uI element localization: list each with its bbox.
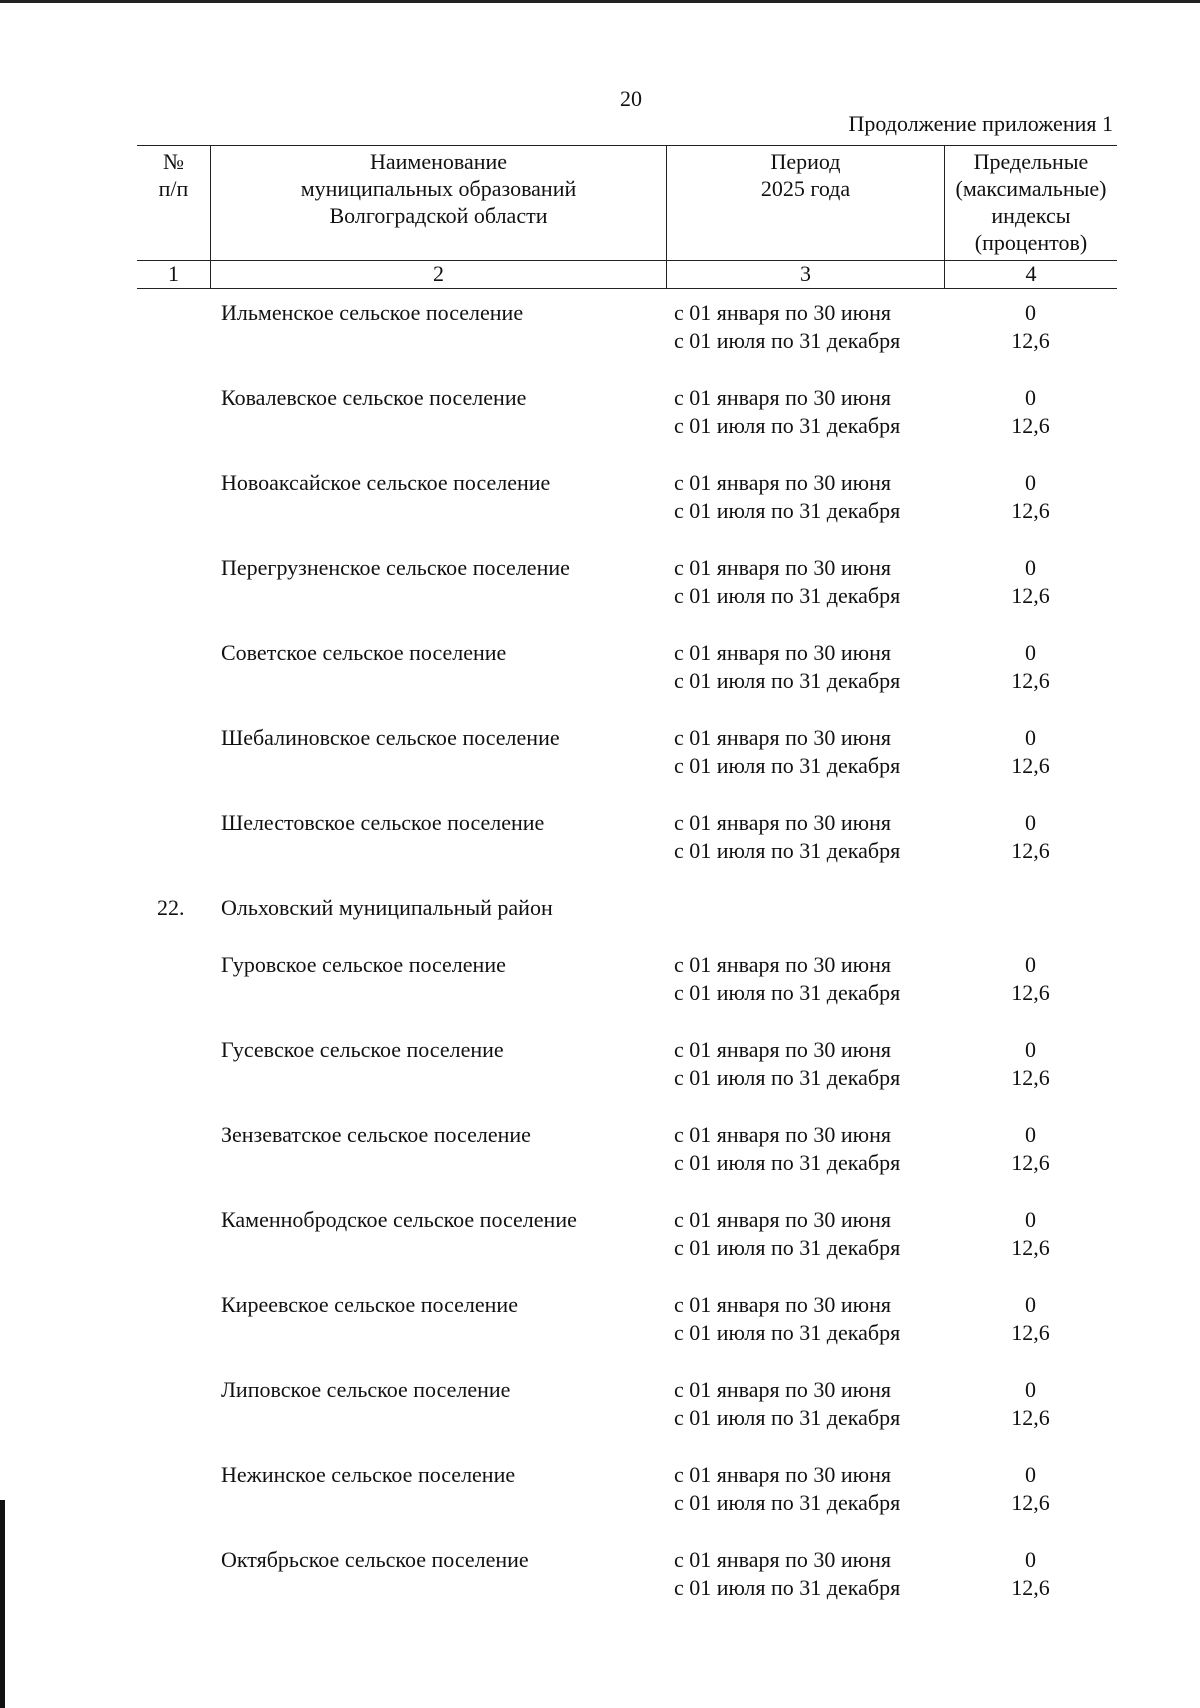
index-first-half: 0: [1025, 1122, 1036, 1147]
index-second-half: 12,6: [1011, 1405, 1050, 1430]
period-first-half: с 01 января по 30 июня: [674, 1377, 892, 1402]
period-second-half: с 01 июля по 31 декабря: [674, 413, 901, 438]
index-first-half: 0: [1025, 1037, 1036, 1062]
table-row: [137, 1292, 1117, 1377]
table-row: [137, 385, 1117, 470]
period-second-half: с 01 июля по 31 декабря: [674, 1065, 901, 1090]
settlement-list-1: [137, 300, 1117, 895]
index-first-half: 0: [1025, 470, 1036, 495]
header-num-4: 4: [944, 261, 1117, 288]
settlement-list-2: [137, 952, 1117, 1632]
table-row: [137, 810, 1117, 895]
scan-border-top: [0, 0, 1200, 3]
settlement-name: Ильменское сельское поселение: [221, 300, 524, 325]
period-first-half: с 01 января по 30 июня: [674, 1037, 892, 1062]
period-first-half: с 01 января по 30 июня: [674, 1122, 892, 1147]
period-first-half: с 01 января по 30 июня: [674, 1292, 892, 1317]
settlement-name: Новоаксайское сельское поселение: [221, 470, 551, 495]
period-first-half: с 01 января по 30 июня: [674, 640, 892, 665]
index-first-half: 0: [1025, 725, 1036, 750]
index-first-half: 0: [1025, 810, 1036, 835]
period-first-half: с 01 января по 30 июня: [674, 952, 892, 977]
index-second-half: 12,6: [1011, 1490, 1050, 1515]
table-header-titles: [137, 146, 1117, 260]
index-first-half: 0: [1025, 555, 1036, 580]
index-first-half: 0: [1025, 640, 1036, 665]
index-second-half: 12,6: [1011, 1065, 1050, 1090]
page-number: 20: [620, 86, 642, 111]
settlement-name: Шелестовское сельское поселение: [221, 810, 545, 835]
index-second-half: 12,6: [1011, 413, 1050, 438]
index-second-half: 12,6: [1011, 1575, 1050, 1600]
table-row: [137, 555, 1117, 640]
index-second-half: 12,6: [1011, 328, 1050, 353]
index-second-half: 12,6: [1011, 498, 1050, 523]
period-second-half: с 01 июля по 31 декабря: [674, 668, 901, 693]
index-first-half: 0: [1025, 300, 1036, 325]
period-first-half: с 01 января по 30 июня: [674, 1462, 892, 1487]
period-second-half: с 01 июля по 31 декабря: [674, 753, 901, 778]
index-second-half: 12,6: [1011, 1235, 1050, 1260]
settlement-name: Гусевское сельское поселение: [221, 1037, 504, 1062]
period-first-half: с 01 января по 30 июня: [674, 555, 892, 580]
period-second-half: с 01 июля по 31 декабря: [674, 980, 901, 1005]
table-row: [137, 1037, 1117, 1122]
index-first-half: 0: [1025, 1292, 1036, 1317]
header-num-2: 2: [210, 261, 666, 288]
index-first-half: 0: [1025, 1207, 1036, 1232]
index-first-half: 0: [1025, 1547, 1036, 1572]
period-second-half: с 01 июля по 31 декабря: [674, 1320, 901, 1345]
header-num-3: 3: [666, 261, 944, 288]
header-name-column: Наименование муниципальных образований Волгоградской области: [210, 146, 666, 260]
index-second-half: 12,6: [1011, 1320, 1050, 1345]
period-second-half: с 01 июля по 31 декабря: [674, 328, 901, 353]
period-second-half: с 01 июля по 31 декабря: [674, 498, 901, 523]
index-first-half: 0: [1025, 385, 1036, 410]
settlement-name: Ковалевское сельское поселение: [221, 385, 527, 410]
table-row: [137, 725, 1117, 810]
period-second-half: с 01 июля по 31 декабря: [674, 1235, 901, 1260]
continuation-label: Продолжение приложения 1: [848, 111, 1113, 136]
period-second-half: с 01 июля по 31 декабря: [674, 838, 901, 863]
table-row: [137, 1122, 1117, 1207]
settlement-name: Каменнобродское сельское поселение: [221, 1207, 577, 1232]
settlement-name: Липовское сельское поселение: [221, 1377, 511, 1402]
settlement-name: Нежинское сельское поселение: [221, 1462, 516, 1487]
settlement-name: Советское сельское поселение: [221, 640, 507, 665]
table-row: [137, 952, 1117, 1037]
district-row: [137, 895, 1117, 952]
index-second-half: 12,6: [1011, 980, 1050, 1005]
period-first-half: с 01 января по 30 июня: [674, 810, 892, 835]
period-second-half: с 01 июля по 31 декабря: [674, 1150, 901, 1175]
settlement-name: Перегрузненское сельское поселение: [221, 555, 570, 580]
table-header-numbers: [137, 260, 1117, 288]
period-first-half: с 01 января по 30 июня: [674, 725, 892, 750]
table-header: [137, 145, 1117, 289]
index-first-half: 0: [1025, 1462, 1036, 1487]
table-row: [137, 1207, 1117, 1292]
period-second-half: с 01 июля по 31 декабря: [674, 1575, 901, 1600]
header-number-column: № п/п: [158, 149, 189, 201]
index-second-half: 12,6: [1011, 583, 1050, 608]
index-second-half: 12,6: [1011, 753, 1050, 778]
settlement-name: Зензеватское сельское поселение: [221, 1122, 531, 1147]
table-row: [137, 1377, 1117, 1462]
settlement-name: Октябрьское сельское поселение: [221, 1547, 529, 1572]
header-period-column: Период 2025 года: [666, 146, 944, 260]
index-second-half: 12,6: [1011, 668, 1050, 693]
period-second-half: с 01 июля по 31 декабря: [674, 583, 901, 608]
header-num-1: 1: [168, 261, 179, 286]
index-second-half: 12,6: [1011, 1150, 1050, 1175]
period-second-half: с 01 июля по 31 декабря: [674, 1490, 901, 1515]
index-second-half: 12,6: [1011, 838, 1050, 863]
settlement-name: Киреевское сельское поселение: [221, 1292, 518, 1317]
period-first-half: с 01 января по 30 июня: [674, 300, 892, 325]
index-first-half: 0: [1025, 952, 1036, 977]
table-body: [137, 300, 1117, 1632]
district-name: Ольховский муниципальный район: [221, 895, 553, 920]
table-row: [137, 1547, 1117, 1632]
district-number: 22.: [157, 895, 185, 920]
index-first-half: 0: [1025, 1377, 1036, 1402]
table-row: [137, 640, 1117, 725]
table-row: [137, 470, 1117, 555]
period-second-half: с 01 июля по 31 декабря: [674, 1405, 901, 1430]
table-row: [137, 300, 1117, 385]
table-row: [137, 1462, 1117, 1547]
period-first-half: с 01 января по 30 июня: [674, 1207, 892, 1232]
header-index-column: Предельные (максимальные) индексы (процентов): [944, 146, 1117, 260]
settlement-name: Шебалиновское сельское поселение: [221, 725, 560, 750]
scan-edge-shadow: [0, 1500, 5, 1708]
period-first-half: с 01 января по 30 июня: [674, 470, 892, 495]
settlement-name: Гуровское сельское поселение: [221, 952, 506, 977]
period-first-half: с 01 января по 30 июня: [674, 385, 892, 410]
period-first-half: с 01 января по 30 июня: [674, 1547, 892, 1572]
